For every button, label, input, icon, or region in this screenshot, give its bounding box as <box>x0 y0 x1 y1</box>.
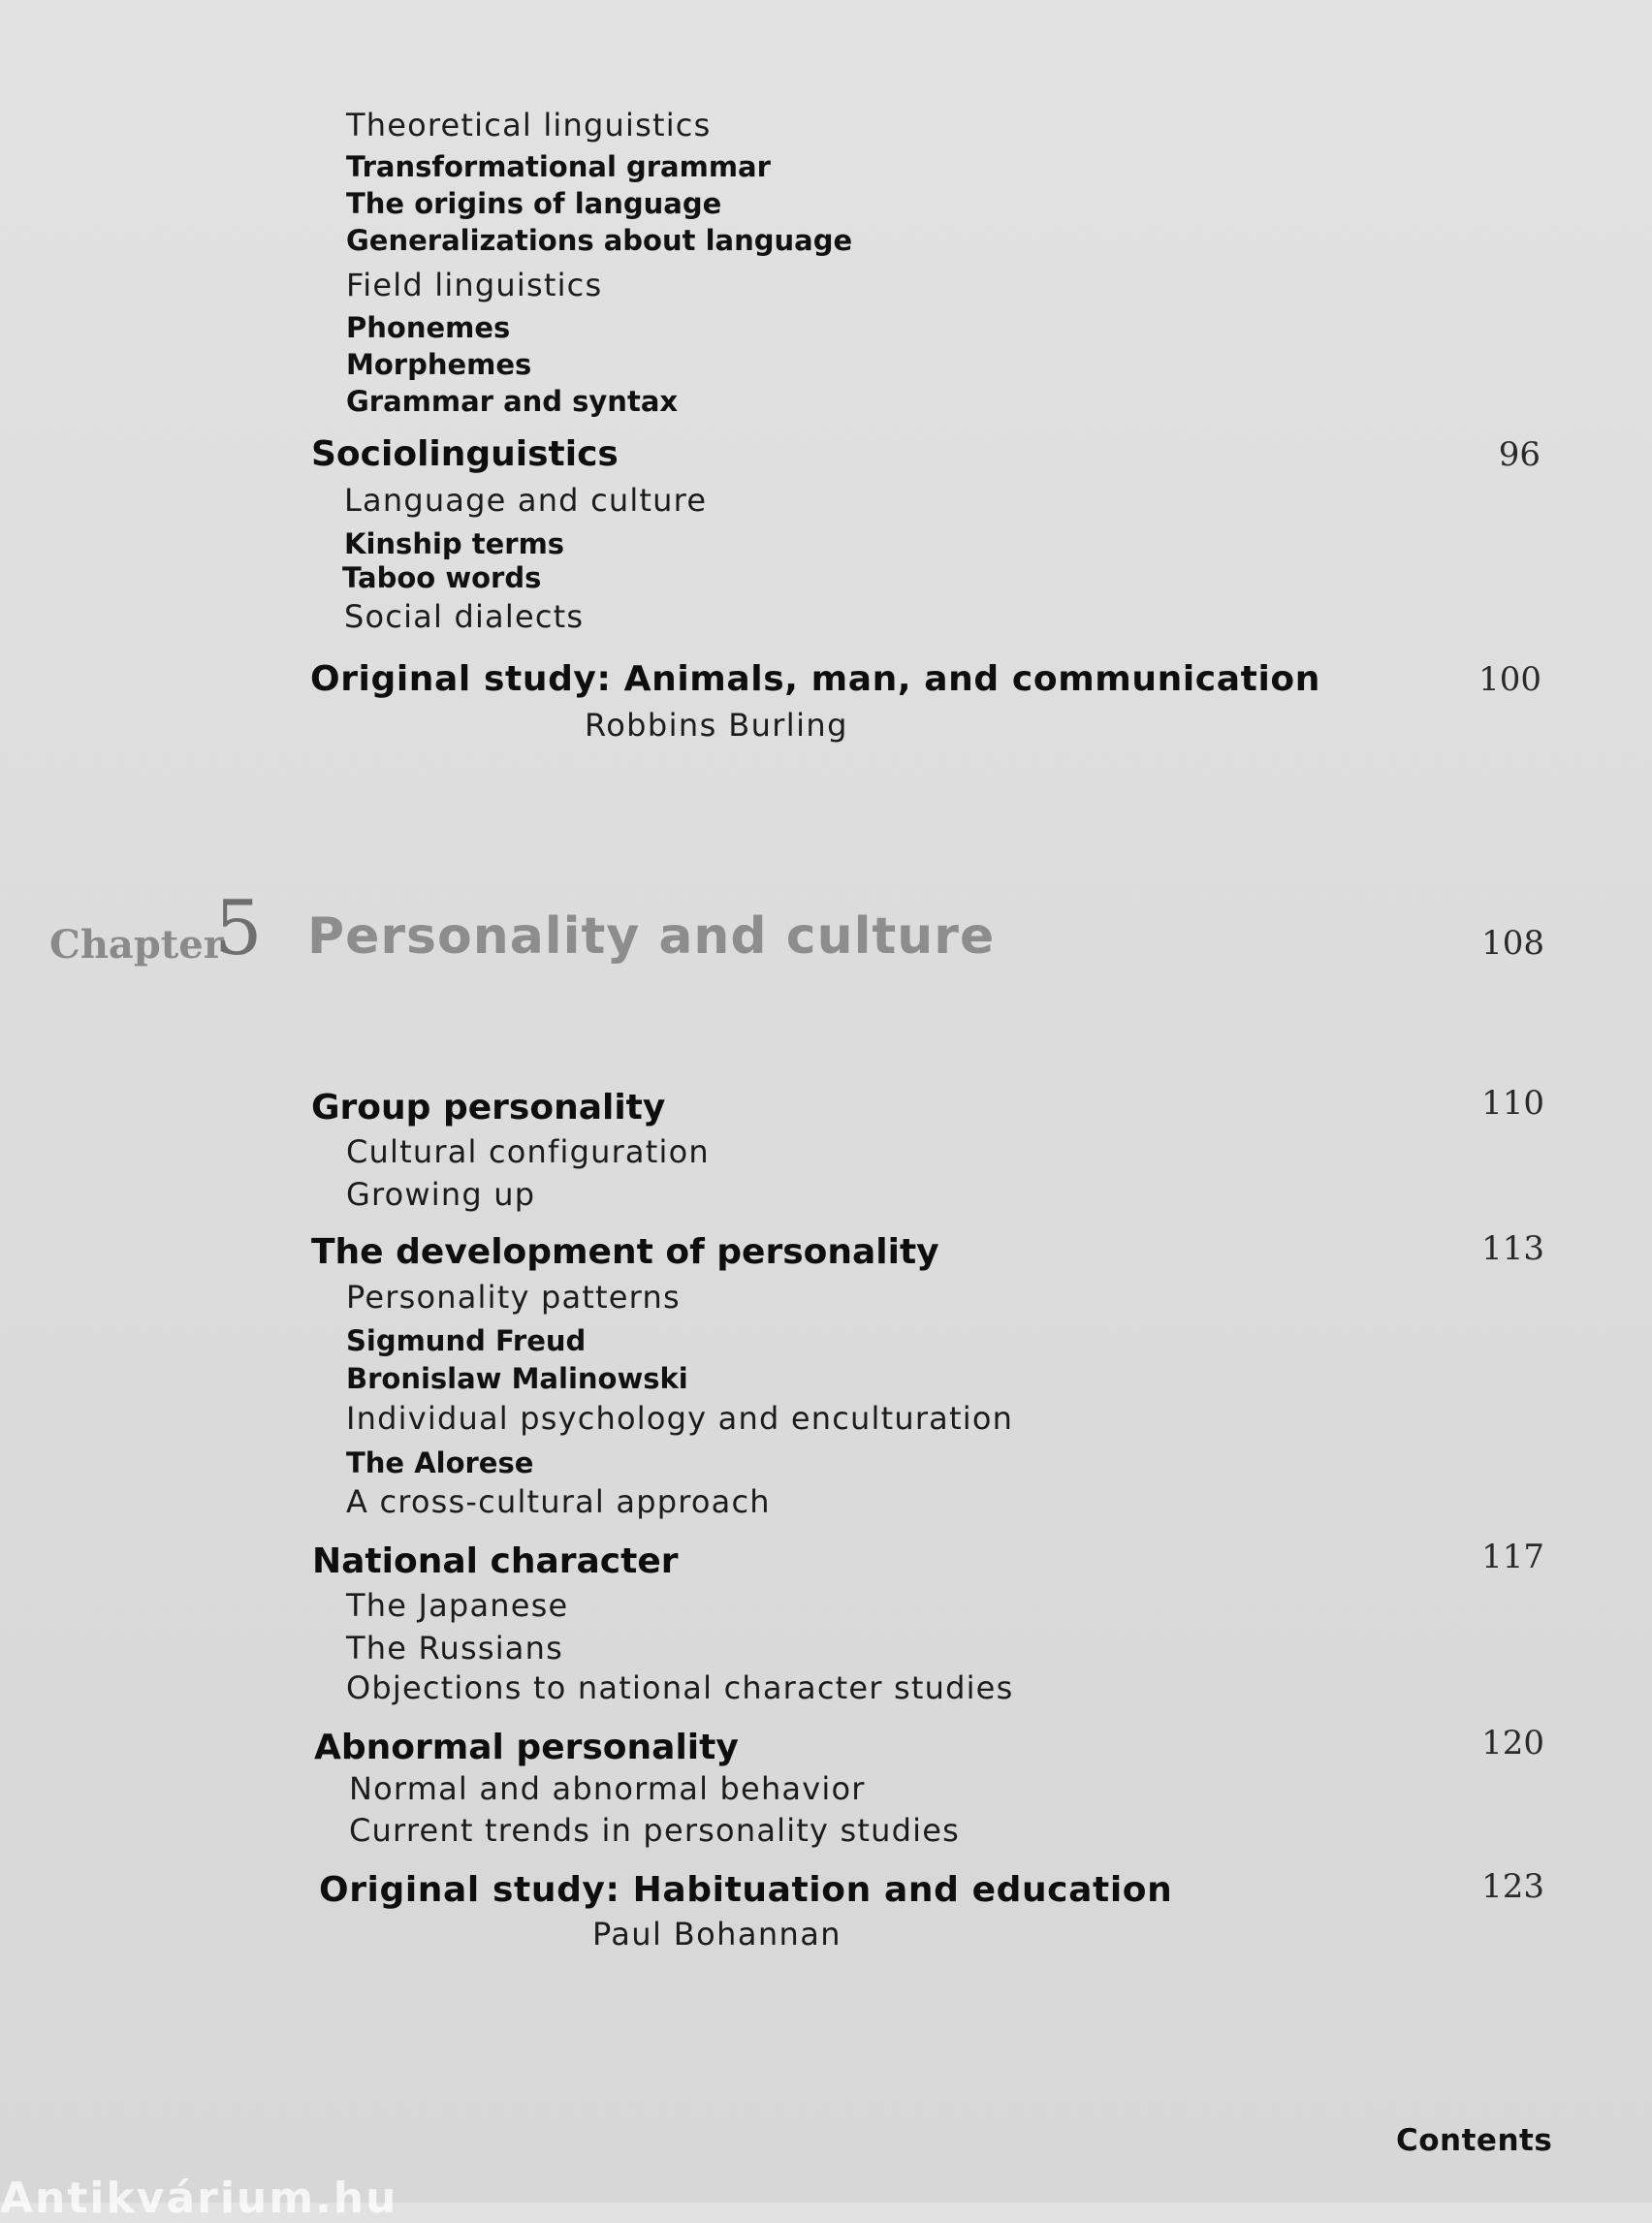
toc-entry: Morphemes <box>346 348 532 381</box>
page-number: 117 <box>1481 1538 1544 1576</box>
original-study-author: Paul Bohannan <box>592 1916 842 1953</box>
toc-entry: The Alorese <box>346 1446 534 1479</box>
toc-entry: Normal and abnormal behavior <box>349 1770 866 1807</box>
toc-entry: Phonemes <box>346 311 511 344</box>
toc-entry: A cross-cultural approach <box>346 1483 771 1520</box>
toc-entry: Cultural configuration <box>346 1133 710 1170</box>
page-number: 123 <box>1481 1867 1544 1906</box>
toc-entry: Grammar and syntax <box>346 385 679 418</box>
toc-entry: Theoretical linguistics <box>346 107 712 143</box>
section-title: Abnormal personality <box>314 1728 739 1767</box>
toc-entry: Objections to national character studies <box>346 1669 1014 1706</box>
toc-entry: Transformational grammar <box>346 150 771 183</box>
original-study-name: Habituation and education <box>632 1870 1173 1910</box>
section-title: Group personality <box>311 1088 666 1127</box>
chapter-number: 5 <box>214 885 263 972</box>
toc-entry: Kinship terms <box>344 527 565 560</box>
original-study-label: Original study: <box>310 659 612 699</box>
watermark: Antikvárium.hu <box>0 2174 398 2223</box>
toc-entry: Personality patterns <box>346 1279 681 1316</box>
toc-entry: Generalizations about language <box>346 224 853 257</box>
chapter-label: Chapter <box>49 922 224 968</box>
toc-entry: Social dialects <box>344 598 585 635</box>
original-study-label: Original study: <box>319 1870 620 1910</box>
toc-entry: Language and culture <box>344 482 708 519</box>
original-study-author: Robbins Burling <box>585 707 848 744</box>
page-number: 100 <box>1478 660 1541 699</box>
toc-entry: The origins of language <box>346 187 722 220</box>
page-number: 110 <box>1481 1084 1544 1123</box>
section-title: Sociolinguistics <box>311 434 619 474</box>
page-number: 96 <box>1498 435 1541 474</box>
section-title: The development of personality <box>311 1232 939 1272</box>
chapter-title: Personality and culture <box>307 907 996 966</box>
toc-entry: Sigmund Freud <box>346 1324 587 1357</box>
page-number: 108 <box>1481 924 1544 963</box>
page-number: 120 <box>1481 1724 1544 1763</box>
toc-entry: Bronislaw Malinowski <box>346 1362 688 1395</box>
toc-entry: The Japanese <box>346 1587 569 1624</box>
toc-entry: Individual psychology and enculturation <box>346 1400 1014 1437</box>
toc-entry: Growing up <box>346 1176 536 1213</box>
original-study-title <box>310 659 1320 699</box>
original-study-name: Animals, man, and communication <box>623 659 1320 699</box>
toc-entry: Field linguistics <box>346 267 603 303</box>
running-footer: Contents <box>1396 2123 1553 2158</box>
section-title: National character <box>312 1541 679 1581</box>
toc-entry: Current trends in personality studies <box>349 1812 961 1849</box>
original-study-title <box>319 1870 1173 1910</box>
toc-entry: The Russians <box>346 1630 563 1667</box>
page-number: 113 <box>1481 1229 1544 1268</box>
toc-entry: Taboo words <box>342 561 542 594</box>
